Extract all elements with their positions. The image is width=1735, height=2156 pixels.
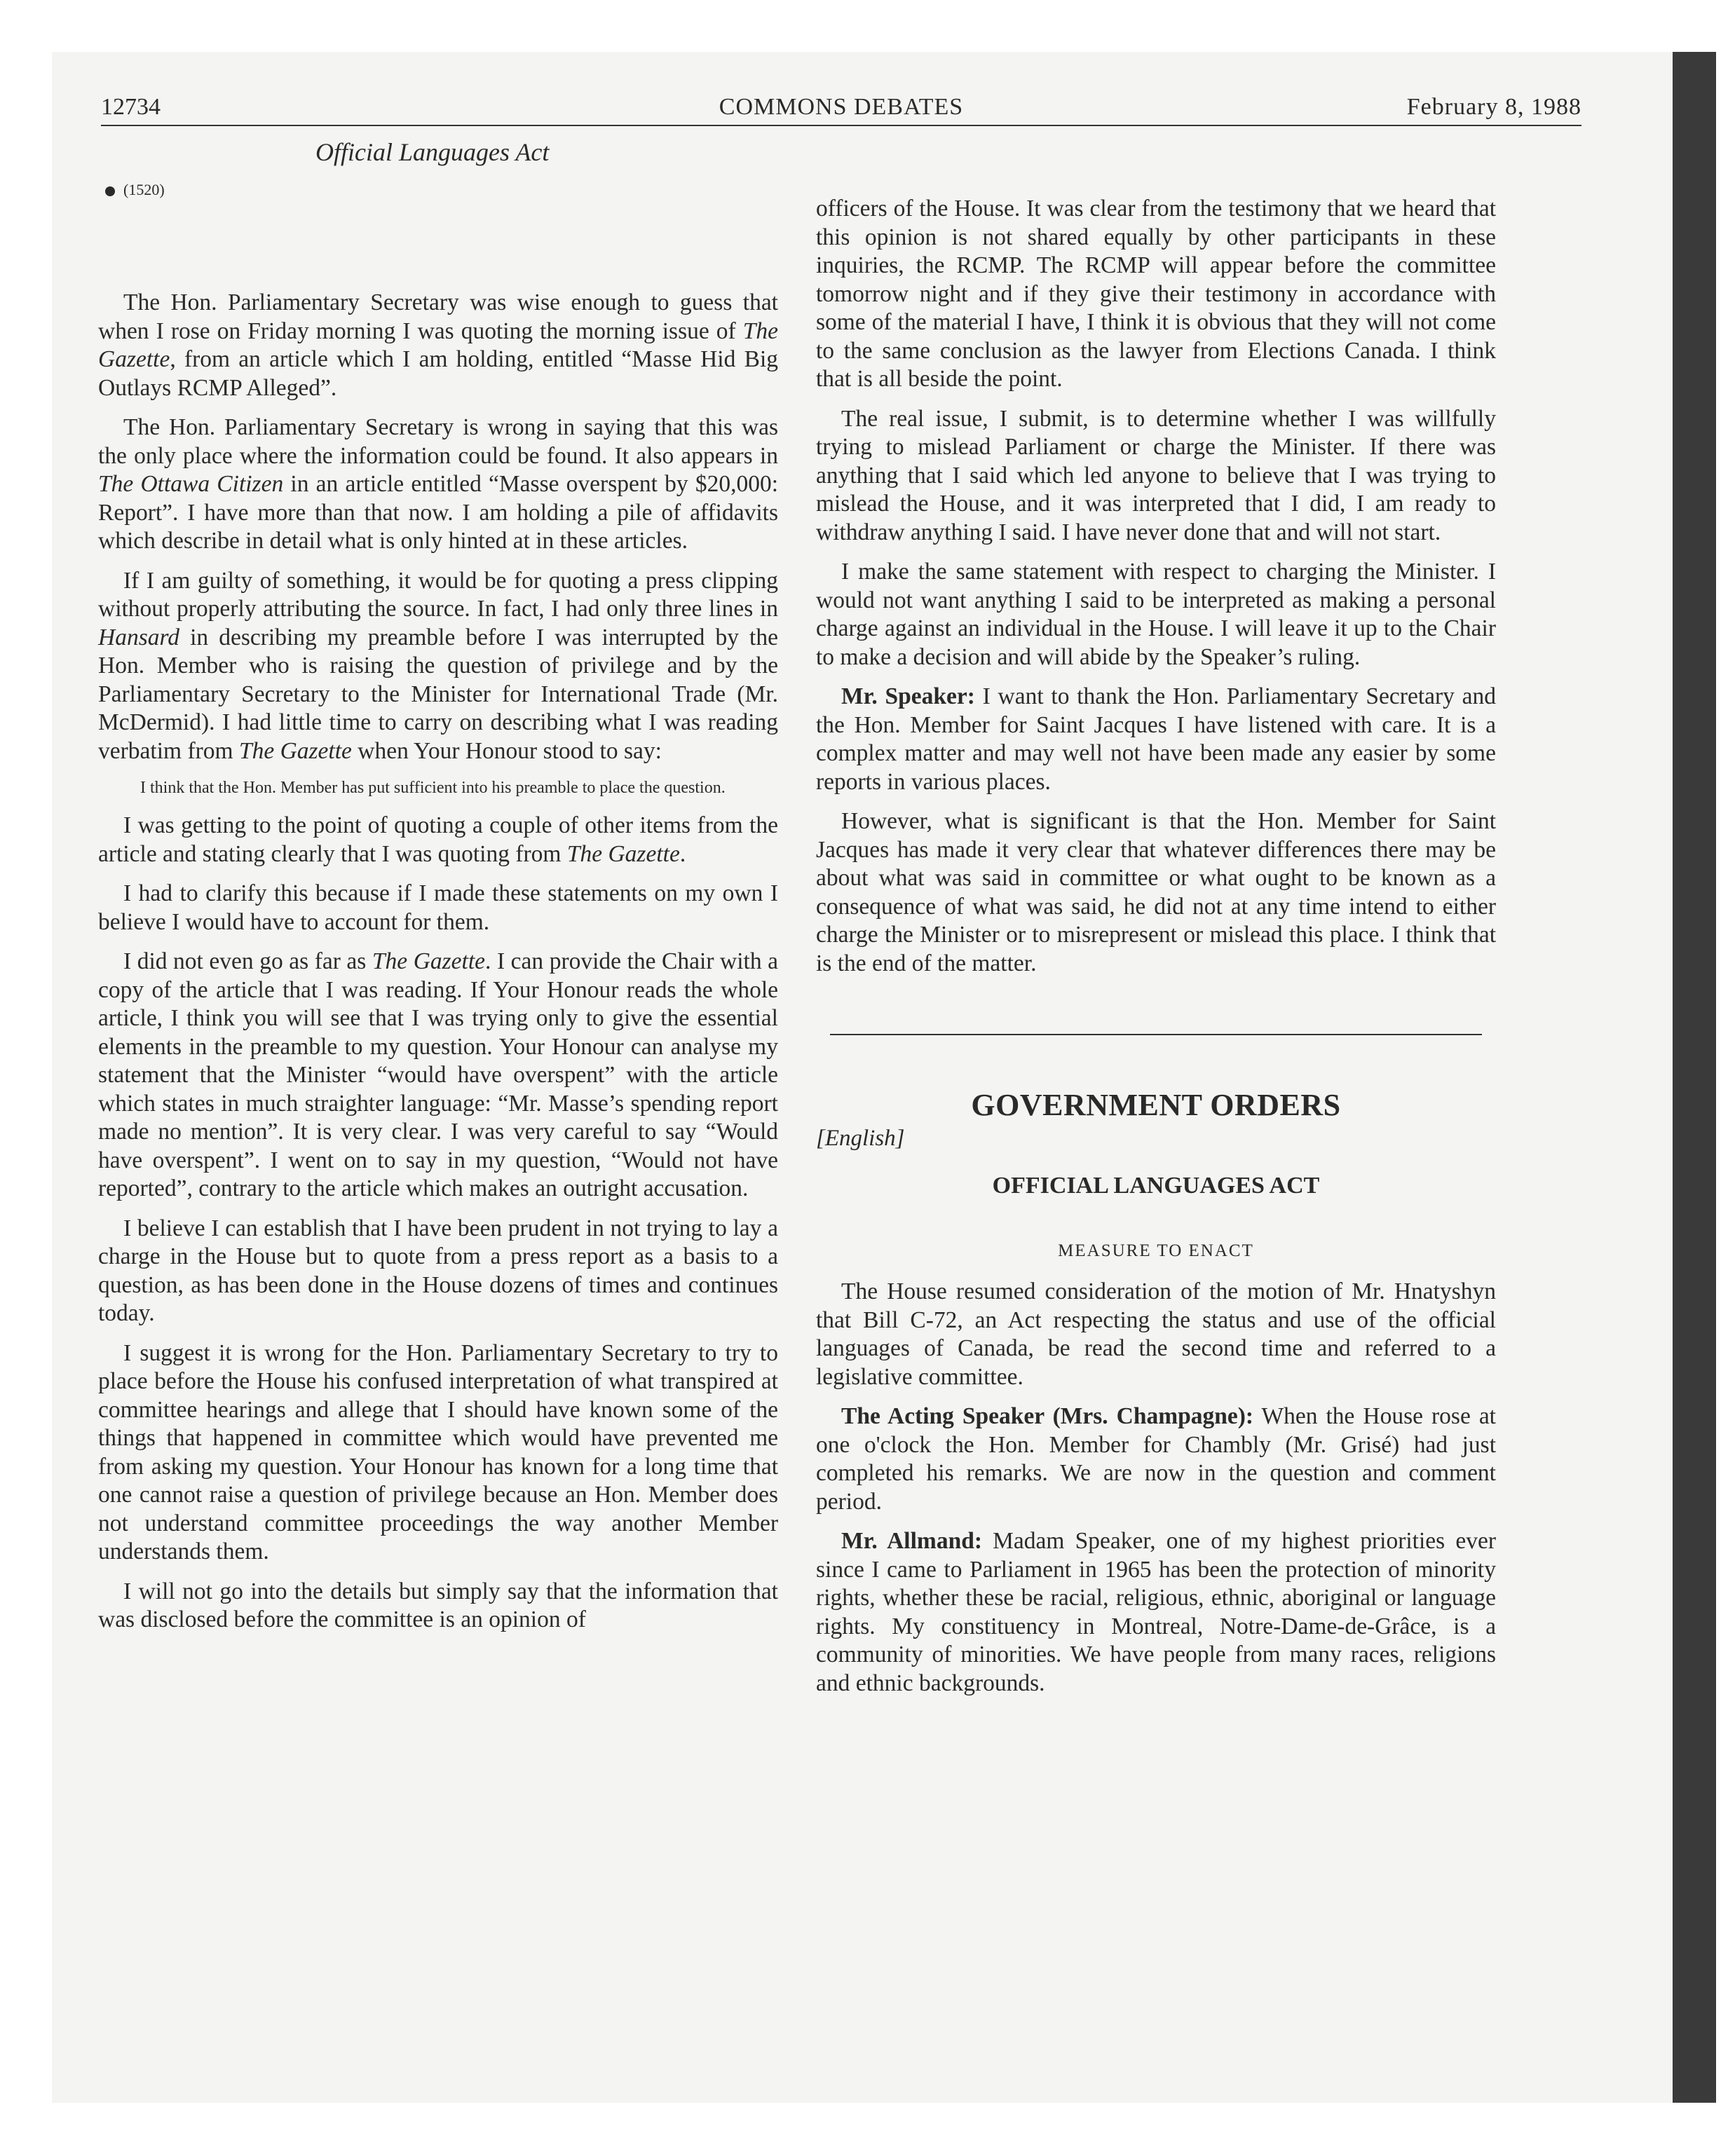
publication-date: February 8, 1988: [1406, 94, 1581, 120]
paragraph: I did not even go as far as The Gazette. I can provide the Chair with a copy of the article that I was reading. If Your Honour reads the whole article, I think you will see that I was trying only to give the essential elements in the preamble to my question. Your Honour can analyse my statement that the Minister “would have overspent” with the article which states in much straighter language: “Mr. Masse’s spending report made no mention”. It is very clear. I was very careful to say “Would have overspent”. I went on to say in my question, “Would not have reported”, contrary to the article which makes an outright accusation.: [98, 948, 778, 1201]
right-column: [816, 195, 1496, 1709]
time-marker-text: (1520): [123, 181, 165, 198]
bill-title: OFFICIAL LANGUAGES ACT: [992, 1173, 1320, 1199]
paragraph: Mr. Allmand: Madam Speaker, one of my highest priorities ever since I came to Parliament in 1965 has been the protection of minority rights, whether these be racial, religious, ethnic, aboriginal or language rights. My constituency in Montreal, Notre-Dame-de-Grâce, is a community of minorities. We have people from many races, religions and ethnic backgrounds.: [816, 1528, 1496, 1696]
paragraph: officers of the House. It was clear from the testimony that we heard that this opinion is not shared equally by other participants in these inquiries, the RCMP. The RCMP will appear before the committee tomorrow night and if they give their testimony in accordance with some of the material I have, I think it is obvious that they will not come to the same conclusion as the lawyer from Elections Canada. I think that is all beside the point.: [816, 196, 1496, 392]
left-column: [98, 289, 778, 1646]
paragraph: The Acting Speaker (Mrs. Champagne): When the House rose at one o'clock the Hon. Member for Chambly (Mr. Grisé) had just completed his remarks. We are now in the question and comment period.: [816, 1403, 1496, 1515]
block-quote: I think that the Hon. Member has put sufficient into his preamble to place the question.: [140, 779, 726, 797]
topic-heading: Official Languages Act: [315, 138, 550, 166]
paragraph: I make the same statement with respect to charging the Minister. I would not want anything I said to be interpreted as making a personal charge against an individual in the House. I will leave it up to the Chair to make a decision and will abide by the Speaker’s ruling.: [816, 559, 1496, 670]
section-title: GOVERNMENT ORDERS: [971, 1088, 1341, 1122]
paragraph: Mr. Speaker: I want to thank the Hon. Parliamentary Secretary and the Hon. Member for Saint Jacques I have listened with care. It is a complex matter and may well not have been made any easier by some reports in various places.: [816, 683, 1496, 795]
paragraph: If I am guilty of something, it would be for quoting a press clipping without properly attributing the source. In fact, I had only three lines in Hansard in describing my preamble before I was interrupted by the Hon. Member who is raising the question of privilege and by the Parliamentary Secretary to the Minister for International Trade (Mr. McDermid). I had little time to carry on describing what I was reading verbatim from The Gazette when Your Honour stood to say:: [98, 567, 778, 764]
speaker-name: Mr. Speaker:: [841, 683, 975, 709]
measure-subheading: MEASURE TO ENACT: [1058, 1241, 1254, 1260]
time-marker: [105, 181, 165, 199]
paragraph: However, what is significant is that the Hon. Member for Saint Jacques has made it very clear that whatever differences there may be about what was said in committee or what ought to be known as a consequence of what was said, he did not at any time intend to either charge the Minister or to misrepresent or mislead this place. I think that is the end of the matter.: [816, 808, 1496, 976]
paragraph: I had to clarify this because if I made these statements on my own I believe I would have to account for them.: [98, 880, 778, 935]
speaker-name: The Acting Speaker (Mrs. Champagne):: [841, 1403, 1254, 1429]
page-header: [101, 83, 1581, 126]
page-number: 12734: [101, 94, 161, 120]
paragraph: The House resumed consideration of the motion of Mr. Hnatyshyn that Bill C-72, an Act respecting the status and use of the official languages of Canada, be read the second time and referred to a legislative committee.: [816, 1278, 1496, 1390]
language-note: [English]: [816, 1125, 905, 1151]
paragraph: I believe I can establish that I have been prudent in not trying to lay a charge in the House but to quote from a press report as a basis to a question, as has been done in the House dozens of times and continues today.: [98, 1215, 778, 1326]
speaker-name: Mr. Allmand:: [841, 1528, 982, 1554]
paragraph: I was getting to the point of quoting a couple of other items from the article and stating clearly that I was quoting from The Gazette.: [98, 812, 778, 867]
paragraph: I suggest it is wrong for the Hon. Parliamentary Secretary to try to place before the House his confused interpretation of what transpired at committee hearings and allege that I should have known some of the things that happened in committee which would have prevented me from asking my question. Your Honour has known for a long time that one cannot raise a question of privilege because an Hon. Member does not understand committee proceedings the way another Member understands them.: [98, 1339, 778, 1564]
paragraph: I will not go into the details but simply say that the information that was disclosed before the committee is an opinion of: [98, 1578, 778, 1632]
section-divider: [830, 1034, 1482, 1035]
paragraph: The Hon. Parliamentary Secretary was wise enough to guess that when I rose on Friday morning I was quoting the morning issue of The Gazette, from an article which I am holding, entitled “Masse Hid Big Outlays RCMP Alleged”.: [98, 289, 778, 401]
scan-edge-shadow: [1673, 52, 1716, 2103]
publication-title: COMMONS DEBATES: [719, 94, 964, 120]
bullet-icon: [105, 186, 115, 196]
paragraph: The Hon. Parliamentary Secretary is wrong in saying that this was the only place where the information could be found. It also appears in The Ottawa Citizen in an article entitled “Masse overspent by $20,000: Report”. I have more than that now. I am holding a pile of affidavits which describe in detail what is only hinted at in these articles.: [98, 414, 778, 554]
paragraph: The real issue, I submit, is to determine whether I was willfully trying to mislead Parliament or charge the Minister. If there was anything that I said which led anyone to believe that I was trying to mislead the House, and it was interpreted that I did, I am ready to withdraw anything I said. I have never done that and will not start.: [816, 405, 1496, 545]
